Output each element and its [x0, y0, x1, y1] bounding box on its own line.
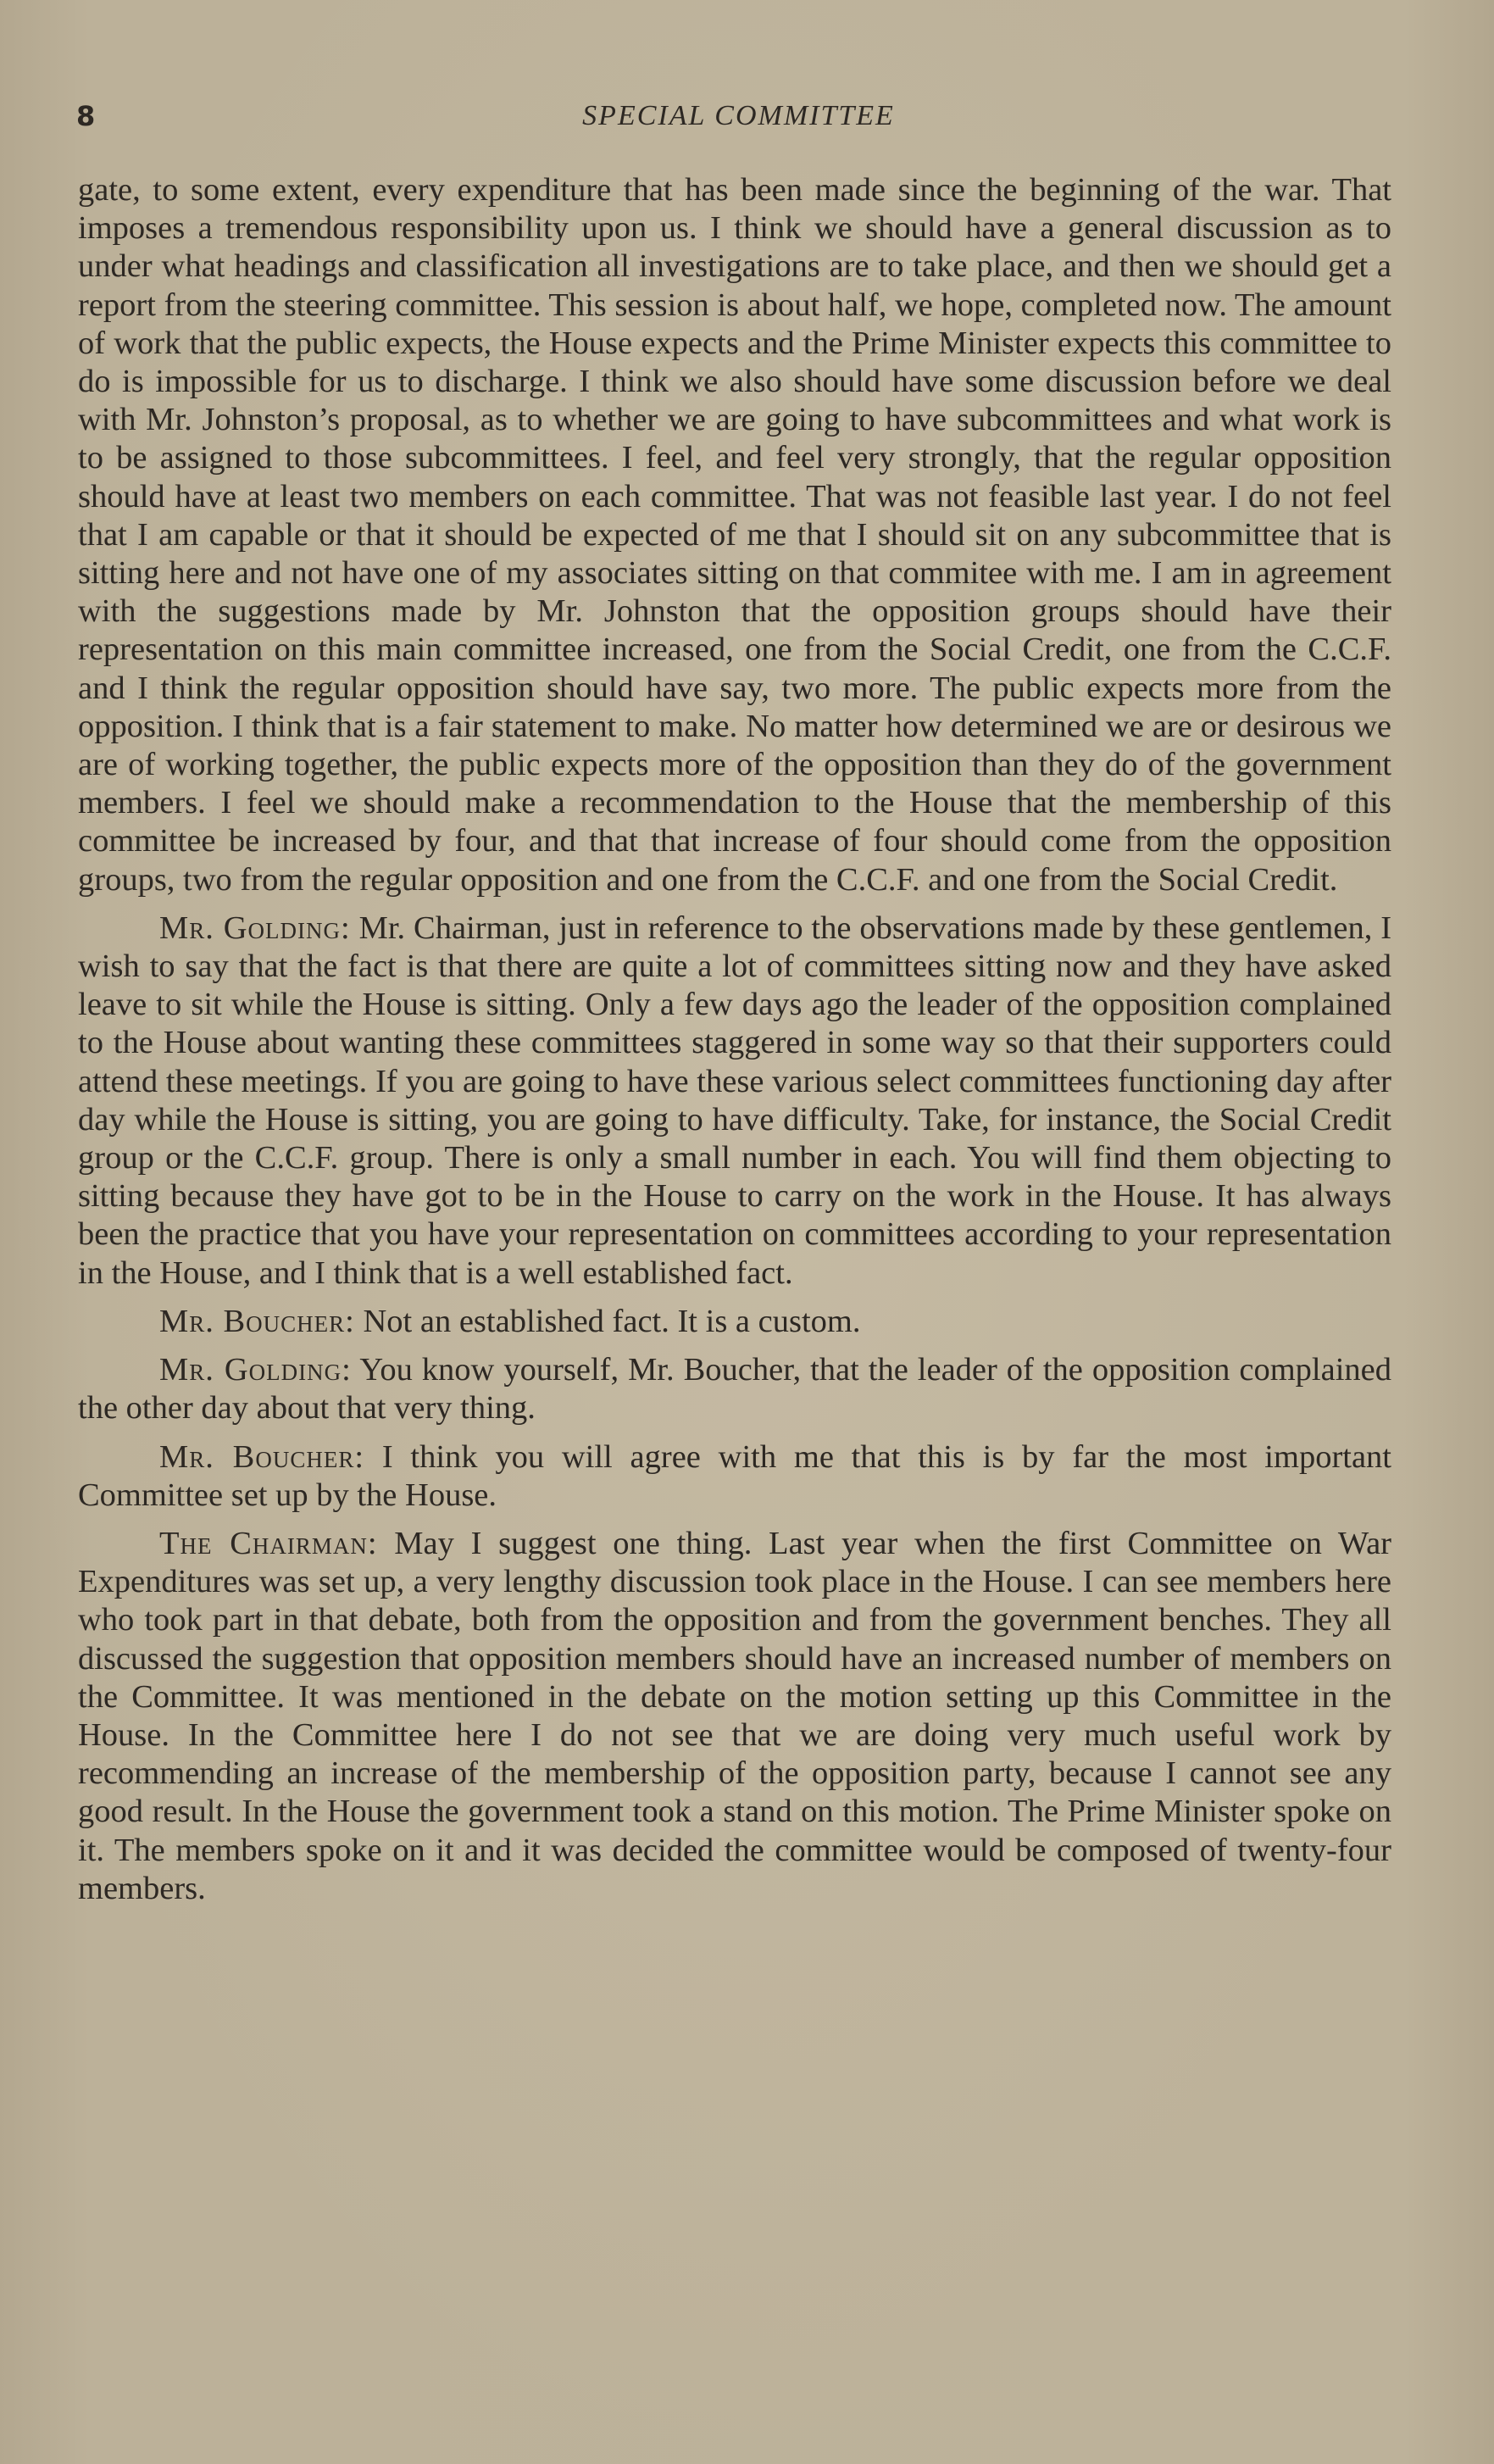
speaker-name: The Chairman: [159, 1525, 378, 1561]
paragraph [78, 909, 1391, 1293]
paragraph [78, 1525, 1391, 1908]
speaker-name: Mr. Golding: [159, 909, 351, 946]
running-head: SPECIAL COMMITTEE [582, 100, 895, 131]
paragraph [78, 171, 1391, 899]
paragraph [78, 1351, 1391, 1427]
page-number: 8 [76, 100, 96, 132]
body-text [78, 171, 1391, 1918]
paragraph [78, 1438, 1391, 1515]
paragraph-text: May I suggest one thing. Last year when the first Committee on War Expenditures was set up, a very lengthy discussion took place in the House. I can see members here who took part in that debate, both from the opposition and from the government benches. They all discussed the suggestion that opposition members should have an increased number of members on the Committee. It was mentioned in the debate on the motion setting up this Committee in the House. In the Committee here I do not see that we are doing very much useful work by recommending an increase of the membership of the opposition party, because I cannot see any good result. In the House the government took a stand on this motion. The Prime Minister spoke on it. The members spoke on it and it was decided the committee would be composed of twenty-four members. [78, 1525, 1392, 1906]
paragraph-text: Mr. Chairman, just in reference to the observations made by these gentlemen, I wish to say that the fact is that there are quite a lot of committees sitting now and they have asked leave to sit while the House is sitting. Only a few days ago the leader of the opposition complained to the House about wanting these committees staggered in some way so that their supporters could attend these meetings. If you are going to have these various select committees functioning day after day while the House is sitting, you are going to have difficulty. Take, for instance, the Social Credit group or the C.C.F. group. There is only a small number in each. You will find them objecting to sitting because they have got to be in the House to carry on the work in the House. It has always been the practice that you have your representation on committees according to your representation in the House, and I think that is a well established fact. [78, 909, 1392, 1291]
page-header [76, 100, 1401, 142]
paragraph-text: Not an established fact. It is a custom. [363, 1303, 861, 1339]
paragraph-text: gate, to some extent, every expenditure that has been made since the beginning of the war. That imposes a tremendous responsibility upon us. I think we should have a general discussion as to under what headings and classification all investigations are to take place, and then we should get a report from the steering committee. This session is about half, we hope, completed now. The amount of work that the public expects, the House expects and the Prime Minister expects this committee to do is impossible for us to discharge. I think we also should have some discussion before we deal with Mr. Johnston’s proposal, as to whether we are going to have subcommittees and what work is to be assigned to those subcommittees. I feel, and feel very strongly, that the regular opposition should have at least two members on each committee. That was not feasible last year. I do not feel that I am capable or that it should be expected of me that I should sit on any subcommittee that is sitting here and not have one of my associates sitting on that commitee with me. I am in agreement with the suggestions made by Mr. Johnston that the opposition groups should have their representation on this main committee increased, one from the Social Credit, one from the C.C.F. and I think the regular opposition should have say, two more. The public expects more from the opposition. I think that is a fair statement to make. No matter how determined we are or desirous we are of working together, the public expects more of the opposition than they do of the government members. I feel we should make a recommendation to the House that the membership of this committee be increased by four, and that that increase of four should come from the opposition groups, two from the regular opposition and one from the C.C.F. and one from the Social Credit. [78, 172, 1391, 898]
paragraph [78, 1303, 1391, 1341]
speaker-name: Mr. Golding: [159, 1352, 352, 1388]
speaker-name: Mr. Boucher: [159, 1438, 365, 1475]
speaker-name: Mr. Boucher: [159, 1303, 355, 1339]
paragraph-text: I think you will agree with me that this is by far the most important Committee set up by the House. [78, 1438, 1392, 1513]
paragraph-text: You know yourself, Mr. Boucher, that the leader of the opposition complained the other day about that very thing. [78, 1352, 1391, 1427]
